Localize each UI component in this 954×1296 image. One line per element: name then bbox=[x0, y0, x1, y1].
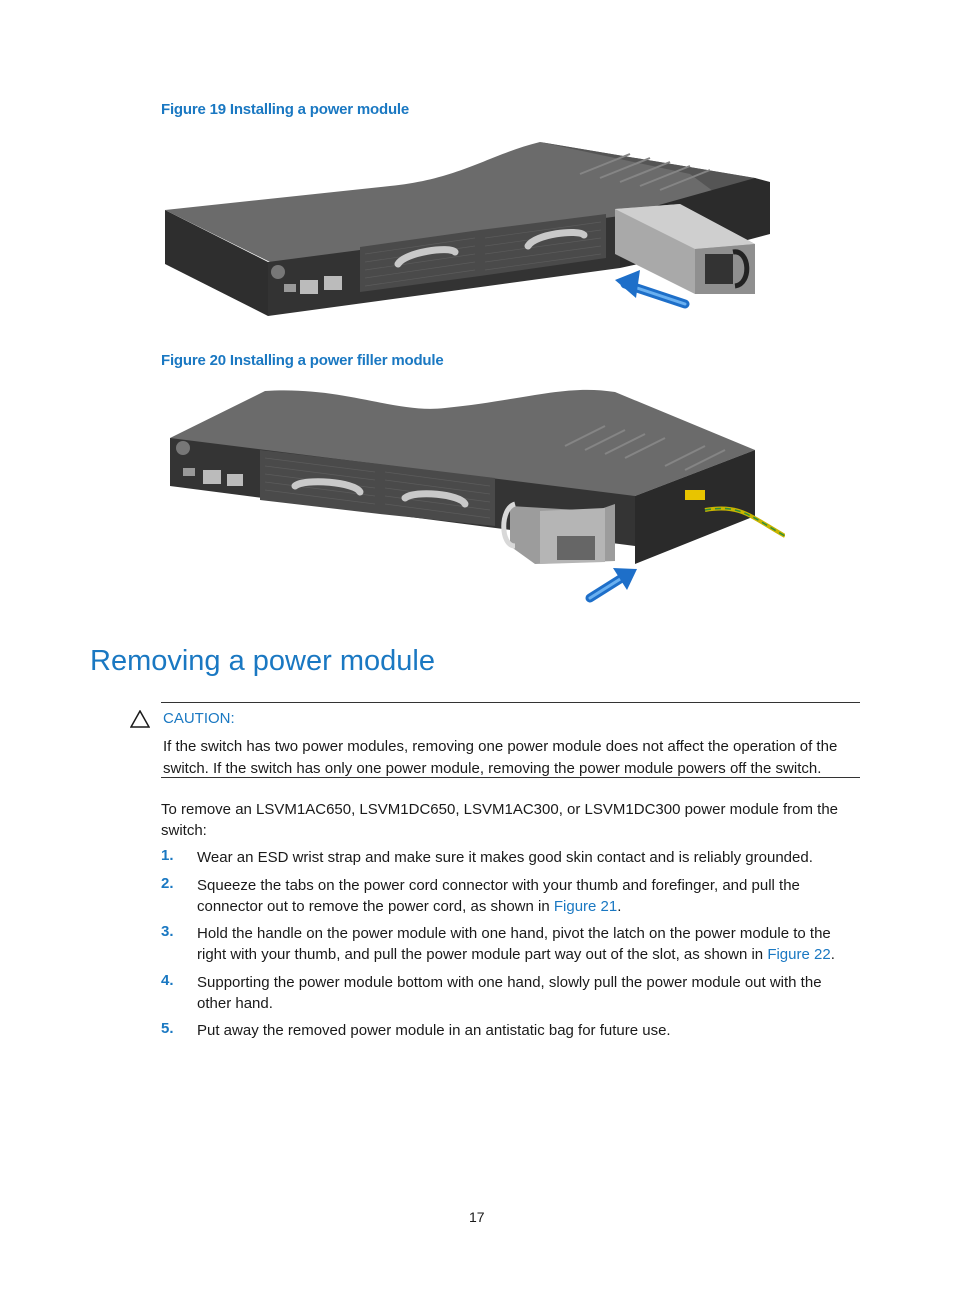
step-number: 4. bbox=[161, 972, 174, 989]
page-number: 17 bbox=[469, 1209, 485, 1225]
figure-22-link[interactable]: Figure 22 bbox=[767, 946, 831, 963]
figure-20-caption: Figure 20 Installing a power filler module bbox=[161, 352, 444, 369]
figure-21-link[interactable]: Figure 21 bbox=[553, 898, 618, 915]
caution-bottom-rule bbox=[161, 777, 860, 778]
step-text-line2: right with your thumb, and pull the power module part way out of the slot, as shown in Figure 22. bbox=[197, 946, 835, 963]
figure-19-illustration bbox=[160, 134, 780, 324]
step-number: 1. bbox=[161, 847, 174, 864]
step-text-line2: connector out to remove the power cord, as shown in Figure 21. bbox=[197, 898, 622, 915]
figure-20-illustration bbox=[165, 386, 785, 608]
step-text: Squeeze the tabs on the power cord connector with your thumb and forefinger, and pull the bbox=[197, 877, 800, 894]
intro-line1: To remove an LSVM1AC650, LSVM1DC650, LSVM1AC300, or LSVM1DC300 power module from the bbox=[161, 801, 838, 818]
step-number: 2. bbox=[161, 875, 174, 892]
step-text: Hold the handle on the power module with one hand, pivot the latch on the power module to the bbox=[197, 925, 831, 942]
warning-triangle-icon bbox=[130, 710, 150, 728]
step-text: Supporting the power module bottom with one hand, slowly pull the power module out with the bbox=[197, 974, 822, 991]
step-text: Wear an ESD wrist strap and make sure it makes good skin contact and is reliably grounded. bbox=[197, 849, 813, 866]
caution-text-line1: If the switch has two power modules, removing one power module does not affect the operation of the bbox=[163, 738, 838, 755]
step-text: Put away the removed power module in an antistatic bag for future use. bbox=[197, 1022, 671, 1039]
caution-label: CAUTION: bbox=[163, 710, 235, 727]
step-number: 3. bbox=[161, 923, 174, 940]
intro-line2: switch: bbox=[161, 822, 207, 839]
step-text-line2: other hand. bbox=[197, 995, 273, 1012]
caution-top-rule bbox=[161, 702, 860, 703]
figure-19-caption: Figure 19 Installing a power module bbox=[161, 101, 410, 118]
caution-text-line2: switch. If the switch has only one power module, removing the power module powers off the switch. bbox=[163, 760, 822, 777]
insert-arrow-icon bbox=[590, 568, 637, 598]
section-title: Removing a power module bbox=[90, 645, 435, 677]
step-number: 5. bbox=[161, 1020, 174, 1037]
